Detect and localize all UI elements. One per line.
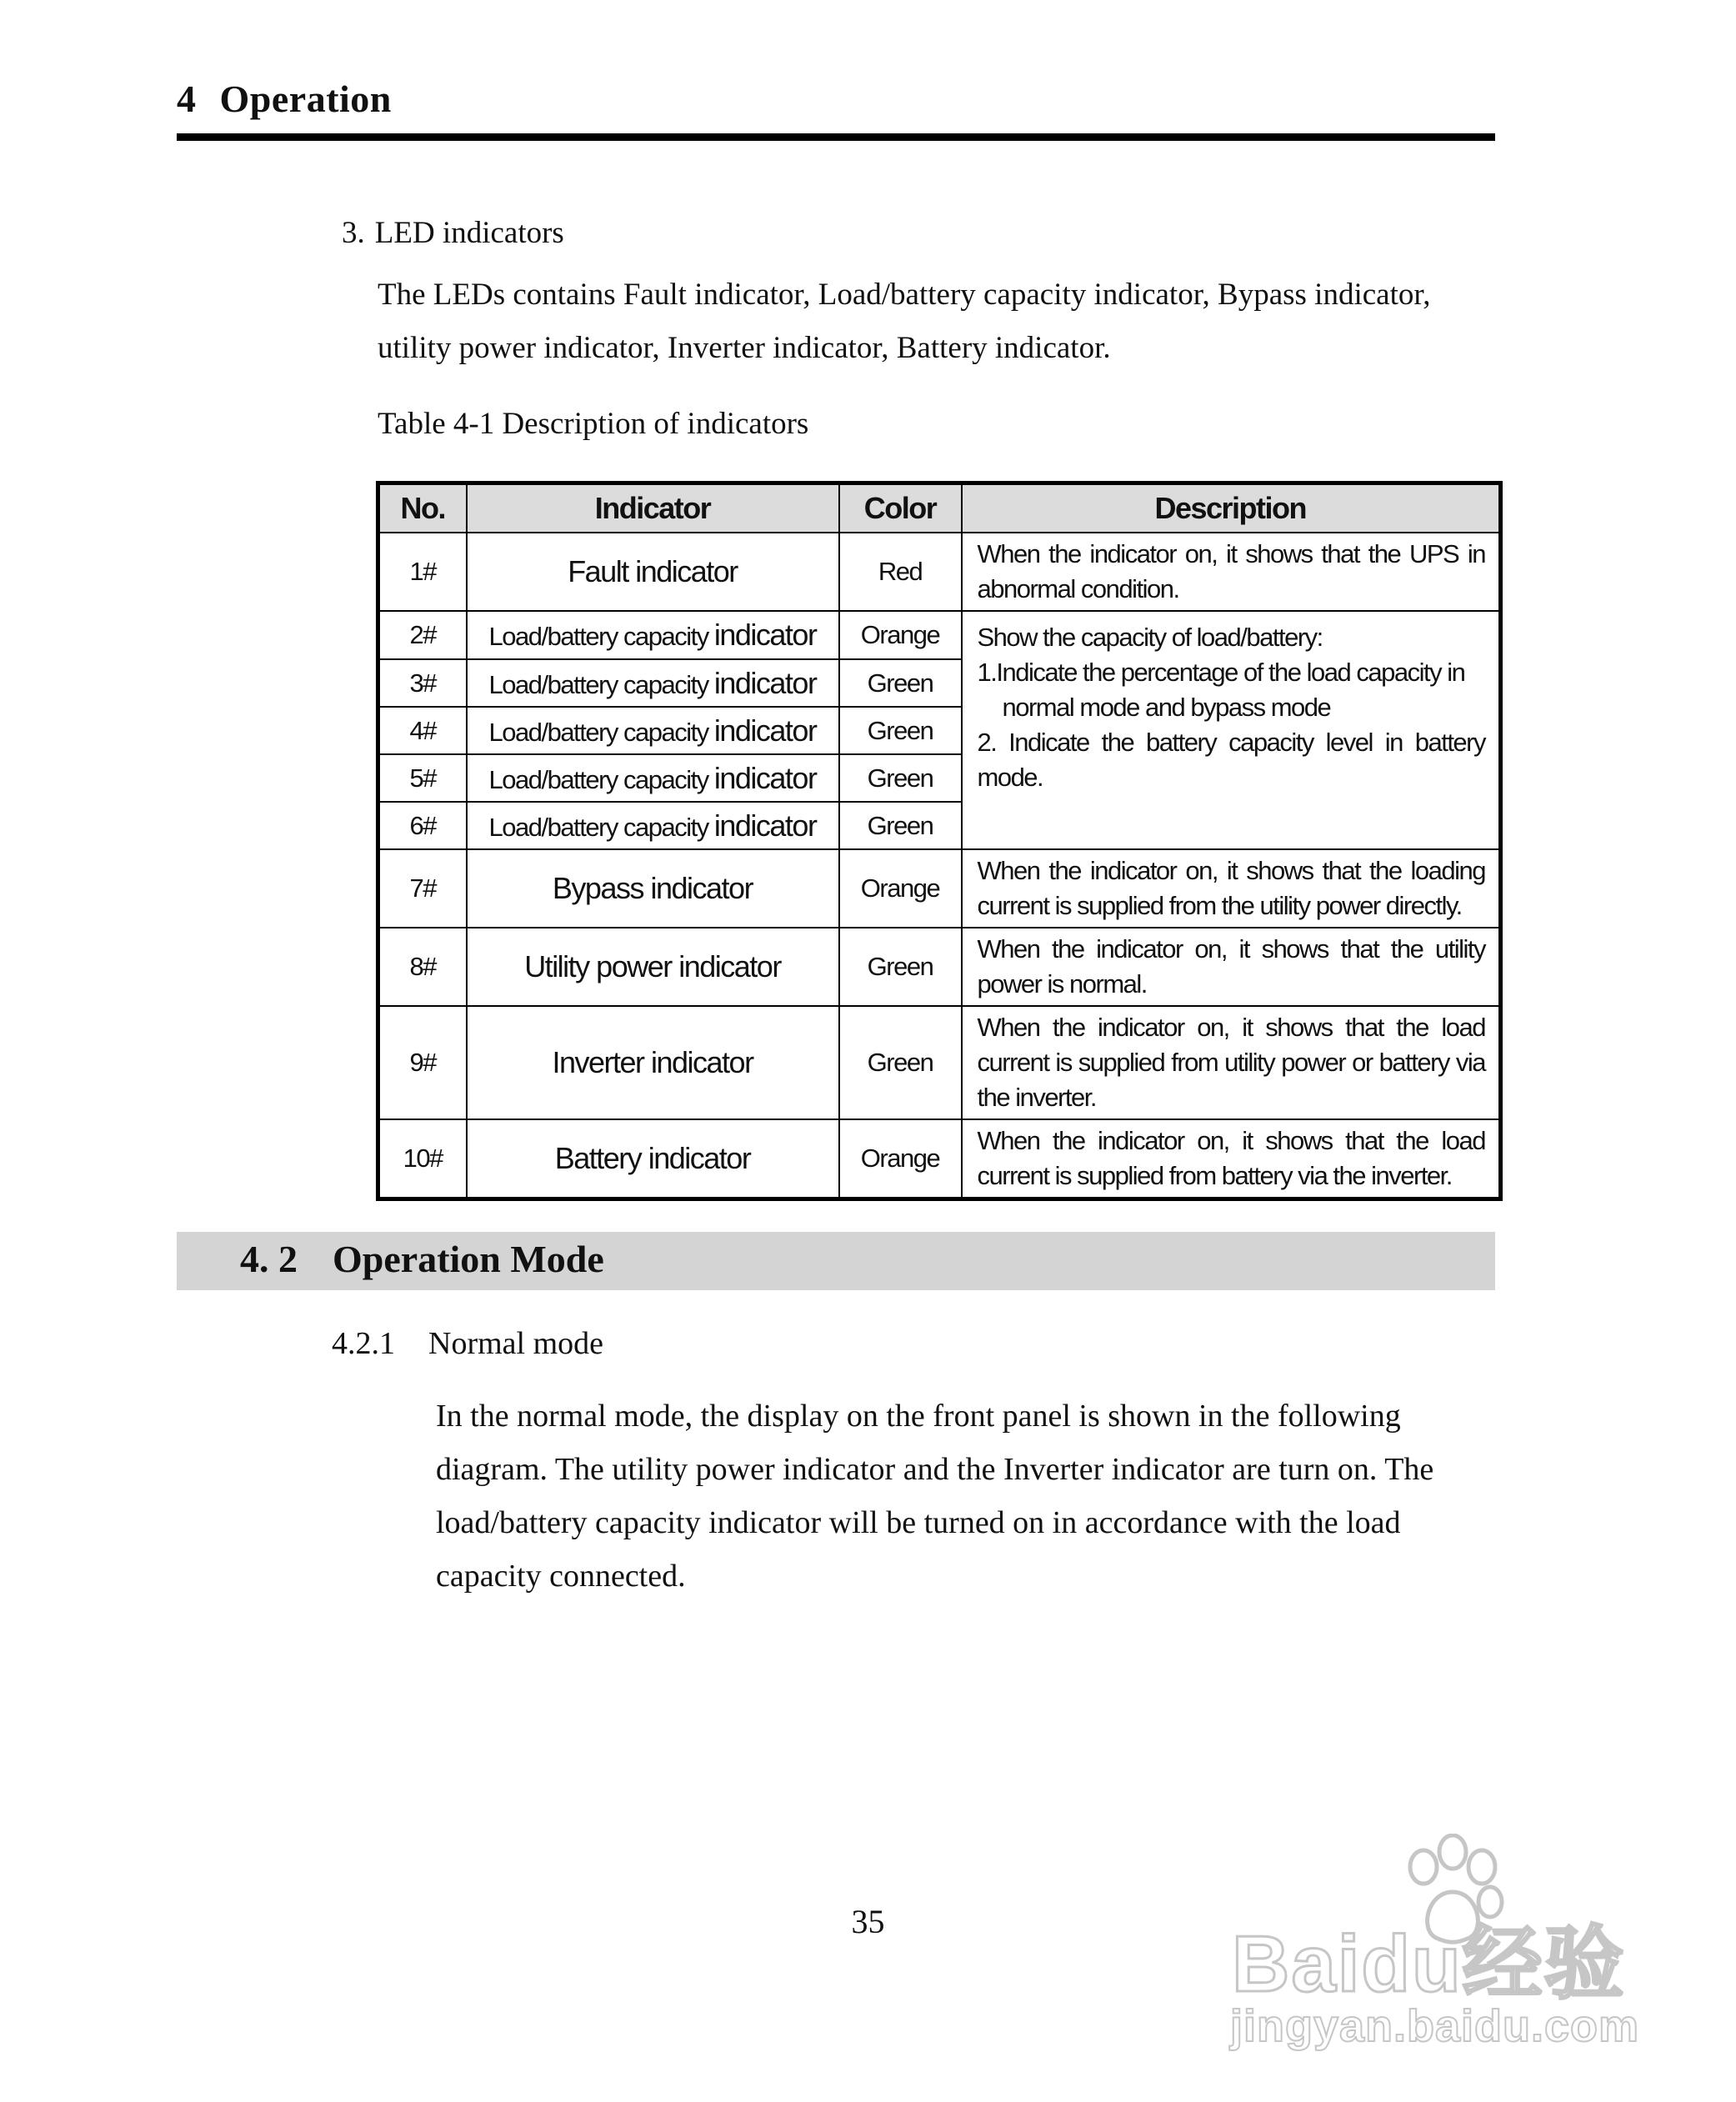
row-no: 6# (378, 802, 467, 849)
row-indicator (467, 611, 839, 659)
section-title: Operation Mode (333, 1238, 604, 1280)
row-color: Green (839, 1006, 962, 1119)
row-description: When the indicator on, it shows that the loading current is supplied from the utility power directly. (962, 849, 1501, 928)
row-indicator (467, 659, 839, 707)
header-indicator: Indicator (467, 483, 839, 533)
page-number: 35 (851, 1903, 885, 1940)
chapter-number: 4 (177, 78, 197, 120)
led-section-title (342, 215, 564, 251)
row-no: 5# (378, 754, 467, 802)
row-no: 4# (378, 707, 467, 754)
row-color: Orange (839, 849, 962, 928)
capacity-desc-line: Show the capacity of load/battery: (977, 623, 1323, 652)
row-indicator: Utility power indicator (467, 928, 839, 1006)
indicator-prefix: Load/battery capacity (488, 669, 708, 699)
row-description: When the indicator on, it shows that the load current is supplied from utility power or battery via the inverter. (962, 1006, 1501, 1119)
row-indicator: Fault indicator (467, 533, 839, 611)
table-header-row (378, 483, 1501, 533)
capacity-desc-line: 1.Indicate the percentage of the load capacity in (977, 658, 1465, 687)
row-no: 10# (378, 1119, 467, 1199)
section-heading (240, 1237, 604, 1281)
row-color: Green (839, 802, 962, 849)
indicator-table (376, 481, 1503, 1201)
indicator-prefix: Load/battery capacity (488, 812, 708, 842)
led-section-number: 3. (342, 216, 365, 250)
table-row (378, 1119, 1501, 1199)
row-description: When the indicator on, it shows that the load current is supplied from battery via the inverter. (962, 1119, 1501, 1199)
row-color: Green (839, 707, 962, 754)
capacity-desc-line: 2. Indicate the battery capacity level in battery mode. (977, 728, 1485, 792)
indicator-prefix: Load/battery capacity (488, 717, 708, 747)
row-indicator (467, 802, 839, 849)
indicator-suffix: indicator (713, 808, 817, 843)
subsection-heading (332, 1325, 603, 1362)
subsection-number: 4.2.1 (332, 1326, 395, 1361)
row-color: Red (839, 533, 962, 611)
row-indicator: Bypass indicator (467, 849, 839, 928)
section-number: 4. 2 (240, 1238, 298, 1280)
watermark-logo: Baidu经验 (1232, 1919, 1626, 2009)
indicator-prefix: Load/battery capacity (488, 764, 708, 794)
table-row (378, 1006, 1501, 1119)
indicator-suffix: indicator (713, 665, 817, 700)
table-row (378, 611, 1501, 659)
row-no: 8# (378, 928, 467, 1006)
row-color: Orange (839, 1119, 962, 1199)
indicator-suffix: indicator (713, 713, 817, 748)
baidu-watermark (1223, 1834, 1640, 2084)
row-indicator: Inverter indicator (467, 1006, 839, 1119)
chapter-divider (177, 133, 1495, 141)
row-description: When the indicator on, it shows that the utility power is normal. (962, 928, 1501, 1006)
table-caption: Table 4-1 Description of indicators (378, 407, 809, 441)
row-no: 2# (378, 611, 467, 659)
row-description: When the indicator on, it shows that the UPS in abnormal condition. (962, 533, 1501, 611)
row-no: 3# (378, 659, 467, 707)
subsection-title: Normal mode (428, 1326, 604, 1361)
row-color: Green (839, 754, 962, 802)
capacity-desc-line: normal mode and bypass mode (1002, 693, 1331, 722)
normal-mode-paragraph: In the normal mode, the display on the front panel is shown in the following diagram. The utility power indicator and the Inverter indicator are turn on. The load/battery capacity indicator will be turned on in accordance with the load capacity connected. (436, 1399, 1434, 1594)
row-color: Green (839, 928, 962, 1006)
row-no: 7# (378, 849, 467, 928)
header-no: No. (378, 483, 467, 533)
chapter-header (177, 77, 392, 121)
capacity-description (962, 611, 1501, 849)
table-row (378, 533, 1501, 611)
row-no: 1# (378, 533, 467, 611)
led-intro-paragraph: The LEDs contains Fault indicator, Load/battery capacity indicator, Bypass indicator, utility power indicator, Inverter indicator, Battery indicator. (378, 278, 1431, 365)
row-color: Orange (839, 611, 962, 659)
indicator-suffix: indicator (713, 760, 817, 795)
row-indicator (467, 754, 839, 802)
indicator-suffix: indicator (713, 618, 817, 652)
row-indicator (467, 707, 839, 754)
row-no: 9# (378, 1006, 467, 1119)
table-row (378, 928, 1501, 1006)
watermark-url: jingyan.baidu.com (1230, 2001, 1640, 2051)
chapter-title: Operation (219, 78, 392, 120)
table-row (378, 849, 1501, 928)
row-indicator: Battery indicator (467, 1119, 839, 1199)
row-color: Green (839, 659, 962, 707)
header-color: Color (839, 483, 962, 533)
indicator-prefix: Load/battery capacity (488, 622, 708, 651)
header-description: Description (962, 483, 1501, 533)
led-section-label: LED indicators (374, 216, 564, 250)
